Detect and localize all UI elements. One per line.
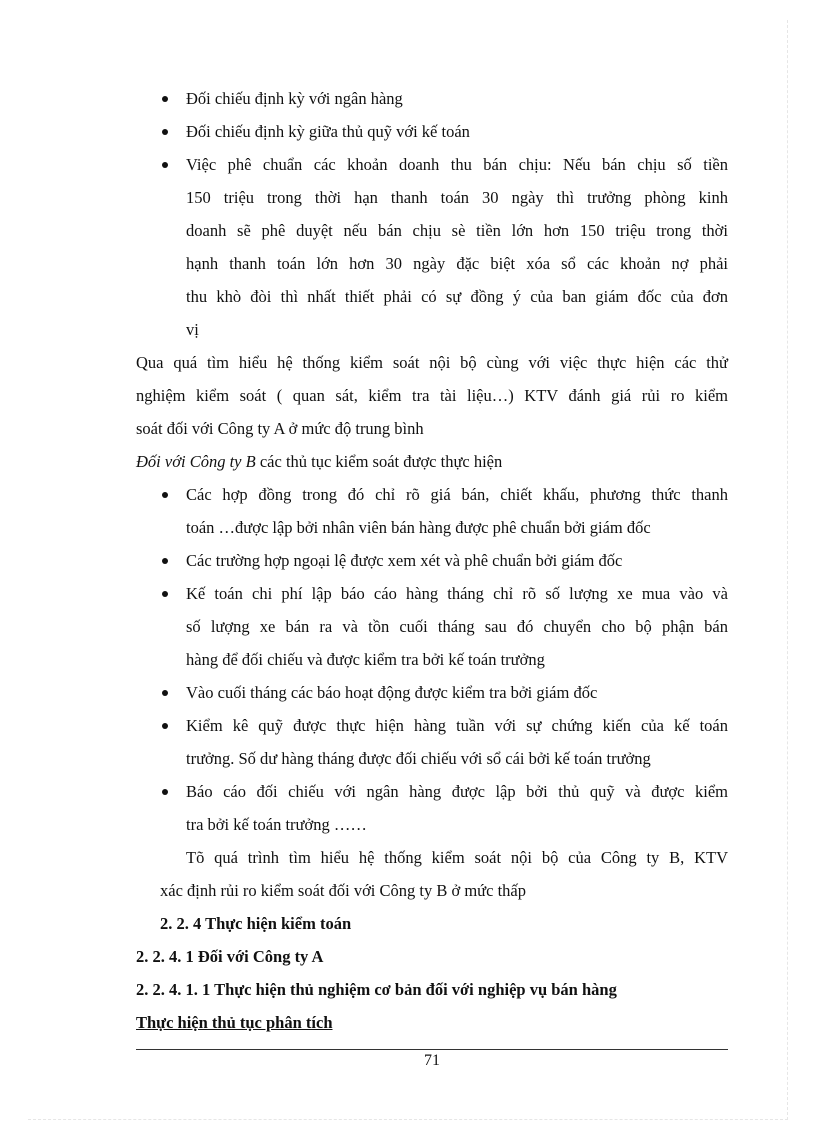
list-item: [136, 577, 728, 676]
assessment-paragraph-company-a: [136, 346, 728, 445]
list-item-text: vị: [186, 320, 199, 339]
list-item-text: Các trường hợp ngoại lệ được xem xét và phê chuẩn bởi giám đốc: [186, 551, 623, 570]
list-item-text: số lượng xe bán ra và tồn cuối tháng sau đó chuyển cho bộ phận bán: [186, 617, 728, 636]
conclusion-paragraph-company-b: [136, 841, 728, 907]
paragraph-line: xác định rủi ro kiểm soát đối với Công ty B ở mức thấp: [160, 881, 526, 900]
section-heading: 2. 2. 4 Thực hiện kiểm toán: [160, 914, 352, 933]
paragraph-line: Tõ quá trình tìm hiểu hệ thống kiểm soát nội bộ của Công ty B, KTV: [186, 848, 728, 867]
list-item: [136, 82, 728, 115]
list-item: [136, 115, 728, 148]
list-item-text: Đối chiếu định kỳ giữa thủ quỹ với kế toán: [186, 122, 470, 141]
list-item-text: Việc phê chuẩn các khoản doanh thu bán chịu: Nếu bán chịu số tiền: [186, 155, 728, 174]
list-item-text: 150 triệu trong thời hạn thanh toán 30 ngày thì trưởng phòng kinh: [186, 188, 728, 207]
subsection-heading: 2. 2. 4. 1 Đối với Công ty A: [136, 947, 324, 966]
bullet-icon: [162, 723, 168, 729]
list-item-text: thu khò đòi thì nhất thiết phải có sự đồng ý của ban giám đốc của đơn: [186, 287, 728, 306]
bullet-icon: [162, 96, 168, 102]
company-b-label: Đối với Công ty B: [136, 452, 256, 471]
list-item: [136, 478, 728, 544]
bullet-list-company-a: [136, 82, 728, 346]
footer-divider: [136, 1049, 728, 1050]
paragraph-line: nghiệm kiểm soát ( quan sát, kiểm tra tài liệu…) KTV đánh giá rủi ro kiểm: [136, 386, 728, 405]
bullet-icon: [162, 162, 168, 168]
list-item-text: Kiểm kê quỹ được thực hiện hàng tuần với sự chứng kiến của kế toán: [186, 716, 728, 735]
list-item-text: toán …được lập bởi nhân viên bán hàng được phê chuẩn bởi giám đốc: [186, 518, 651, 537]
subsubsection-heading: 2. 2. 4. 1. 1 Thực hiện thủ nghiệm cơ bản đối với nghiệp vụ bán hàng: [136, 980, 617, 999]
list-item: [136, 676, 728, 709]
procedure-heading: Thực hiện thủ tục phân tích: [136, 1013, 333, 1032]
list-item: [136, 148, 728, 346]
bullet-icon: [162, 129, 168, 135]
list-item-text: Các hợp đồng trong đó chỉ rõ giá bán, chiết khấu, phương thức thanh: [186, 485, 728, 504]
bullet-list-company-b: [136, 478, 728, 841]
bullet-icon: [162, 591, 168, 597]
list-item-text: tra bởi kế toán trưởng ……: [186, 815, 367, 834]
intro-company-b-text: các thủ tục kiểm soát được thực hiện: [255, 452, 503, 471]
list-item: [136, 544, 728, 577]
bullet-icon: [162, 558, 168, 564]
paragraph-line: Qua quá tìm hiểu hệ thống kiểm soát nội bộ cùng với việc thực hiện các thử: [136, 353, 728, 372]
list-item-text: Vào cuối tháng các báo hoạt động được kiểm tra bởi giám đốc: [186, 683, 598, 702]
list-item-text: hàng để đối chiếu và được kiểm tra bởi kế toán trưởng: [186, 650, 545, 669]
list-item-text: trưởng. Số dư hàng tháng được đối chiếu với sổ cái bởi kế toán trưởng: [186, 749, 651, 768]
bullet-icon: [162, 690, 168, 696]
document-body: [136, 82, 728, 1039]
list-item-text: doanh sẽ phê duyệt nếu bán chịu sè tiền lớn hơn 150 triệu trong thời: [186, 221, 728, 240]
list-item-text: Đối chiếu định kỳ với ngân hàng: [186, 89, 403, 108]
list-item-text: hạnh thanh toán lớn hơn 30 ngày đặc biệt xóa sổ các khoản nợ phải: [186, 254, 728, 273]
list-item: [136, 709, 728, 775]
list-item-text: Kế toán chi phí lập báo cáo hàng tháng chỉ rõ số lượng xe mua vào và: [186, 584, 728, 603]
paragraph-line: soát đối với Công ty A ở mức độ trung bình: [136, 419, 424, 438]
page-number: 71: [424, 1052, 440, 1069]
list-item-text: Báo cáo đối chiếu với ngân hàng được lập bởi thủ quỹ và được kiểm: [186, 782, 728, 801]
list-item: [136, 775, 728, 841]
bullet-icon: [162, 789, 168, 795]
intro-company-b: [136, 445, 728, 478]
bullet-icon: [162, 492, 168, 498]
